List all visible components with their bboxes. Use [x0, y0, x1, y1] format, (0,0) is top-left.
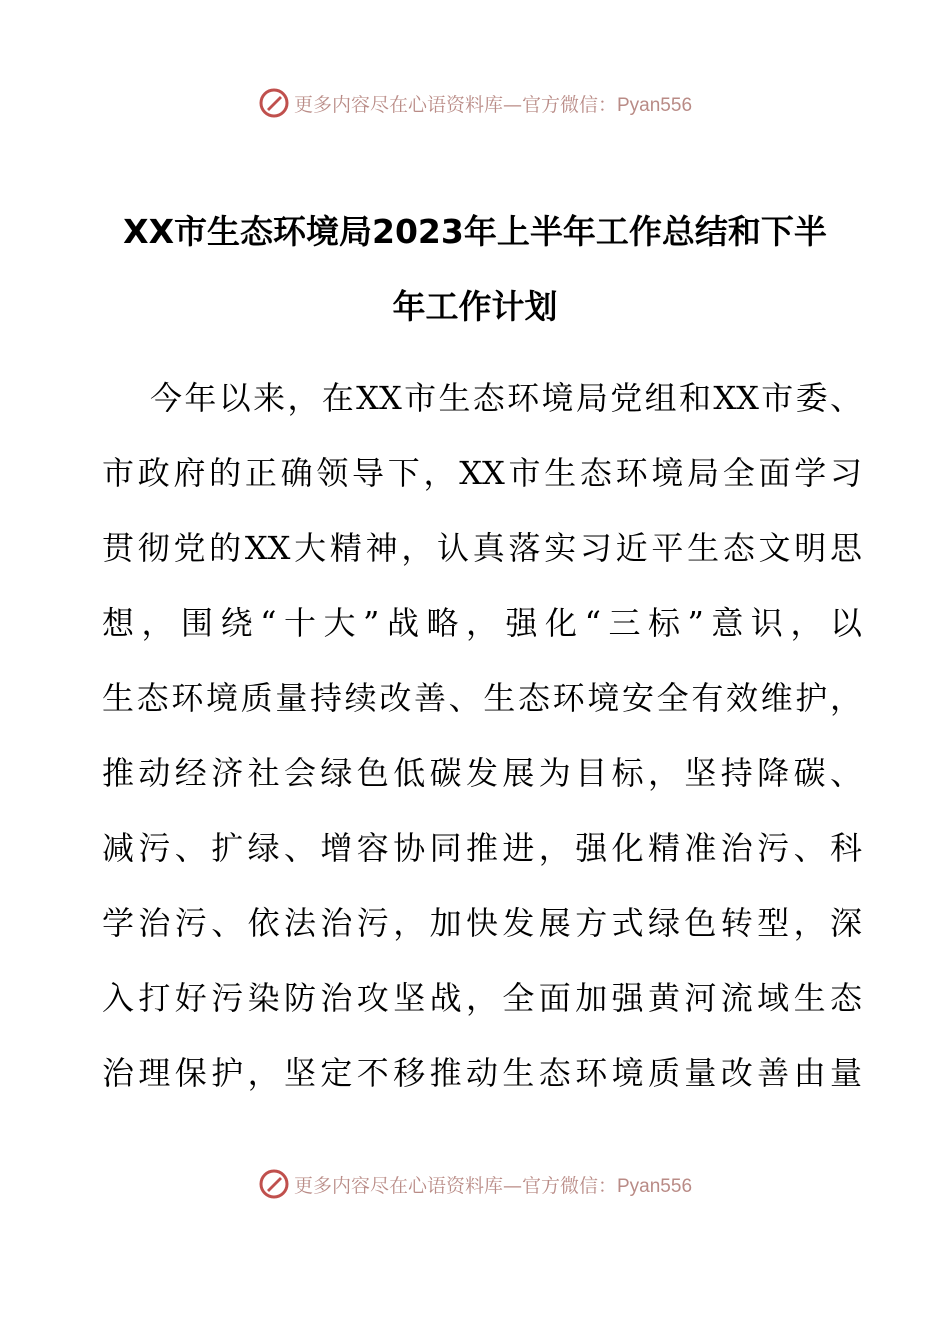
body-line: 治理保护，坚定不移推动生态环境质量改善由量 [102, 1054, 862, 1092]
body-line: 贯彻党的XX大精神，认真落实习近平生态文明思 [102, 529, 862, 567]
body-line: 入打好污染防治攻坚战，全面加强黄河流域生态 [102, 979, 862, 1017]
watermark-text: 更多内容尽在心语资料库—官方微信：Pyan556 [293, 93, 693, 116]
body-line: 想，围绕“十大”战略，强化“三标”意识，以 [102, 604, 862, 642]
body-line: 市政府的正确领导下，XX市生态环境局全面学习 [102, 454, 862, 492]
body-line: 今年以来，在XX市生态环境局党组和XX市委、 [150, 379, 862, 417]
pen-logo-icon [258, 1168, 290, 1200]
body-line: 减污、扩绿、增容协同推进，强化精准治污、科 [102, 829, 862, 867]
footer-watermark [0, 1164, 950, 1204]
document-title-line-1: XX市生态环境局2023年上半年工作总结和下半 [123, 212, 827, 251]
watermark-handle: Pyan556 [617, 1175, 693, 1197]
watermark-handle: Pyan556 [617, 94, 693, 116]
body-line: 推动经济社会绿色低碳发展为目标，坚持降碳、 [102, 754, 862, 792]
header-watermark [0, 83, 950, 123]
watermark-text: 更多内容尽在心语资料库—官方微信：Pyan556 [293, 1174, 693, 1197]
pen-logo-icon [258, 87, 290, 119]
body-line: 生态环境质量持续改善、生态环境安全有效维护， [102, 679, 862, 717]
body-line: 学治污、依法治污，加快发展方式绿色转型，深 [102, 904, 862, 942]
document-title-line-2: 年工作计划 [392, 287, 558, 326]
